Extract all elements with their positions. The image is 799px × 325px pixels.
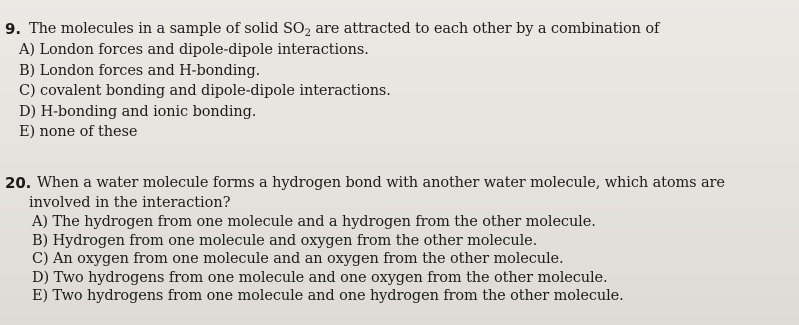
answer-option-a[interactable]: A) The hydrogen from one molecule and a hydrogen from the other molecule. [32, 214, 596, 230]
answer-option-b[interactable]: B) London forces and H-bonding. [19, 62, 261, 79]
answer-option-b[interactable]: B) Hydrogen from one molecule and oxygen from the other molecule. [32, 232, 538, 249]
question-number: 9. [5, 20, 21, 38]
answer-options [5, 40, 795, 143]
stem-text-before: The molecules in a sample of solid SO [29, 21, 305, 37]
answer-option-c[interactable]: C) covalent bonding and dipole-dipole interactions. [19, 83, 391, 99]
subscript: 2 [304, 28, 311, 39]
question-stem [5, 20, 795, 39]
answer-option-d[interactable]: D) Two hydrogens from one molecule and one oxygen from the other molecule. [32, 269, 608, 286]
question-text-continued: involved in the interaction? [29, 195, 231, 211]
question-text: When a water molecule forms a hydrogen bond with another water molecule, which atoms are [37, 175, 725, 191]
answer-option-c[interactable]: C) An oxygen from one molecule and an oxygen from the other molecule. [32, 251, 564, 267]
answer-options [5, 213, 795, 306]
answer-option-e[interactable]: E) Two hydrogens from one molecule and one hydrogen from the other molecule. [32, 288, 624, 304]
question-stem [5, 174, 795, 193]
answer-option-e[interactable]: E) none of these [19, 124, 138, 140]
answer-option-d[interactable]: D) H-bonding and ionic bonding. [19, 103, 257, 120]
question-text [29, 20, 795, 39]
answer-option-a[interactable]: A) London forces and dipole-dipole interactions. [19, 42, 369, 58]
question-20 [5, 174, 795, 306]
question-number: 20. [5, 174, 32, 192]
stem-text-after: are attracted to each other by a combination of [310, 21, 660, 37]
question-9 [5, 20, 795, 143]
